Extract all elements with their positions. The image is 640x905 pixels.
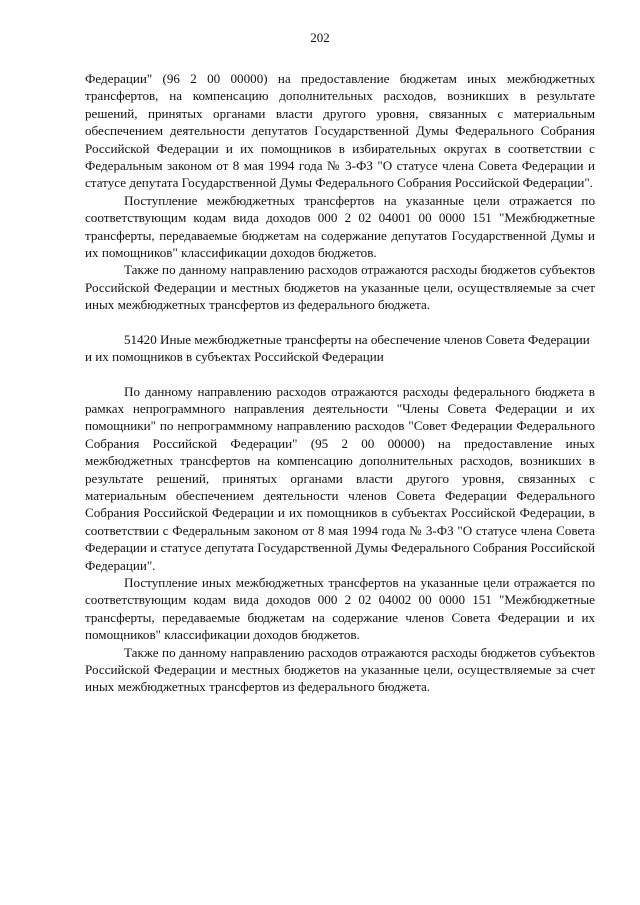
- paragraph-also-senators: Также по данному направлению расходов отражаются расходы бюджетов субъектов Российской Федерации и местных бюджетов на указанные цели, осуществляемые за счет иных межбюджетных трансфертов из федерального бюджета.: [85, 644, 595, 695]
- paragraph-expenses-senators: По данному направлению расходов отражаются расходы федерального бюджета в рамках непрограммного направления деятельности "Члены Совета Федерации и их помощники" по непрограммному направлению расходов "Совет Федерации Федерального Собрания Российской Федерации" (95 2 00 00000) на предоставление иных межбюджетных трансфертов на компенсацию дополнительных расходов, возникших в результате решений, принятых органами власти другого уровня, связанных с материальным обеспечением деятельности членов Совета Федерации Федерального Собрания Российской Федерации и их помощников в субъектах Российской Федерации, в соответствии с Федеральным законом от 8 мая 1994 года № 3-ФЗ "О статусе члена Совета Федерации и статусе депутата Государственной Думы Федерального Собрания Российской Федерации".: [85, 383, 595, 573]
- spacer: [85, 314, 595, 331]
- paragraph-continuation: Федерации" (96 2 00 00000) на предоставление бюджетам иных межбюджетных трансфертов, на компенсацию дополнительных расходов, возникших в результате решений, принятых органами власти другого уровня, связанных с материальным обеспечением деятельности депутатов Государственной Думы Федерального Собрания Российской Федерации и их помощников в избирательных округах в соответствии с Федеральным законом от 8 мая 1994 года № 3-ФЗ "О статусе члена Совета Федерации и статусе депутата Государственной Думы Федерального Собрания Российской Федерации".: [85, 71, 595, 191]
- paragraph-receipts-senators: Поступление иных межбюджетных трансфертов на указанные цели отражается по соответствующим кодам вида доходов 000 2 02 04002 00 0000 151 "Межбюджетные трансферты, передаваемые бюджетам на содержание членов Совета Федерации и их помощников" классификации доходов бюджетов.: [85, 574, 595, 643]
- spacer: [85, 366, 595, 383]
- section-heading-51420: 51420 Иные межбюджетные трансферты на обеспечение членов Совета Федерации и их помощников в субъектах Российской Федерации: [85, 331, 590, 365]
- page-content: [85, 70, 595, 696]
- paragraph-also-deputies: Также по данному направлению расходов отражаются расходы бюджетов субъектов Российской Федерации и местных бюджетов на указанные цели, осуществляемые за счет иных межбюджетных трансфертов из федерального бюджета.: [85, 262, 595, 313]
- paragraph-receipts-deputies: Поступление межбюджетных трансфертов на указанные цели отражается по соответствующим кодам вида доходов 000 2 02 04001 00 0000 151 "Межбюджетные трансферты, передаваемые бюджетам на содержание депутатов Государственной Думы и их помощников" классификации доходов бюджетов.: [85, 192, 595, 261]
- page-number: 202: [310, 30, 330, 45]
